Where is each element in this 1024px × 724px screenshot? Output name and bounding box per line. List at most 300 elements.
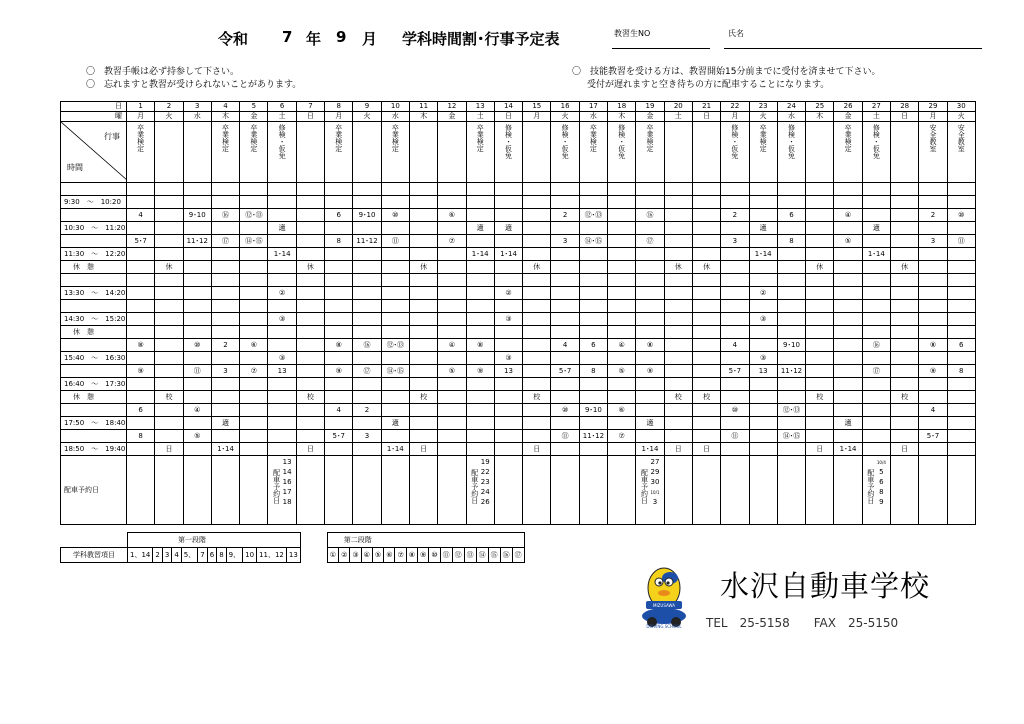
dispatch-cell bbox=[834, 456, 862, 525]
schedule-cell bbox=[268, 196, 296, 209]
closed-day-mark: 休 bbox=[891, 261, 919, 274]
schedule-cell bbox=[523, 404, 551, 417]
schedule-row bbox=[61, 287, 976, 300]
schedule-cell bbox=[579, 300, 607, 313]
dispatch-dates bbox=[283, 458, 292, 507]
schedule-cell bbox=[692, 235, 720, 248]
schedule-cell bbox=[947, 222, 975, 235]
student-no-field[interactable] bbox=[612, 48, 710, 49]
schedule-cell bbox=[268, 391, 296, 404]
schedule-cell bbox=[664, 404, 692, 417]
schedule-cell bbox=[862, 443, 890, 456]
schedule-cell bbox=[127, 248, 155, 261]
schedule-cell bbox=[636, 326, 664, 339]
schedule-cell: 11･12 bbox=[183, 235, 211, 248]
schedule-cell bbox=[325, 222, 353, 235]
schedule-cell: ⑨ bbox=[466, 365, 494, 378]
second-stage-label: 第二段階 bbox=[327, 533, 524, 548]
schedule-cell bbox=[806, 300, 834, 313]
schedule-cell bbox=[296, 326, 324, 339]
time-sub-label bbox=[61, 430, 127, 443]
schedule-cell bbox=[353, 287, 381, 300]
schedule-row bbox=[61, 235, 976, 248]
schedule-cell bbox=[862, 404, 890, 417]
schedule-cell bbox=[325, 352, 353, 365]
schedule-cell bbox=[466, 287, 494, 300]
event-cell bbox=[636, 122, 664, 183]
dispatch-cell bbox=[466, 456, 494, 525]
schedule-cell: 3 bbox=[721, 235, 749, 248]
schedule-cell bbox=[947, 196, 975, 209]
schedule-cell: ④ bbox=[608, 339, 636, 352]
schedule-cell: 9･10 bbox=[353, 209, 381, 222]
dispatch-date: 24 bbox=[480, 488, 490, 496]
schedule-cell bbox=[919, 417, 947, 430]
schedule-cell bbox=[777, 326, 805, 339]
schedule-cell bbox=[268, 326, 296, 339]
schedule-cell bbox=[409, 209, 437, 222]
dispatch-date: 9 bbox=[879, 498, 884, 506]
schedule-cell bbox=[240, 352, 268, 365]
schedule-cell bbox=[523, 430, 551, 443]
schedule-cell: ⑫･⑬ bbox=[240, 209, 268, 222]
schedule-row bbox=[61, 222, 976, 235]
schedule-cell bbox=[862, 352, 890, 365]
schedule-cell: ③ bbox=[268, 313, 296, 326]
schedule-cell bbox=[806, 378, 834, 391]
event-text: 卒業検定 bbox=[759, 124, 768, 152]
schedule-cell bbox=[664, 196, 692, 209]
schedule-cell: 3 bbox=[353, 430, 381, 443]
schedule-cell bbox=[664, 287, 692, 300]
schedule-cell: ⑨ bbox=[127, 365, 155, 378]
schedule-cell bbox=[155, 235, 183, 248]
schedule-cell bbox=[692, 404, 720, 417]
schedule-cell bbox=[806, 287, 834, 300]
schedule-cell: 6 bbox=[777, 209, 805, 222]
dispatch-cell bbox=[579, 456, 607, 525]
day-cell: 18 bbox=[608, 102, 636, 112]
schedule-cell bbox=[240, 274, 268, 287]
schedule-cell: ⑪ bbox=[721, 430, 749, 443]
weekday-cell: 土 bbox=[664, 112, 692, 122]
schedule-cell bbox=[749, 378, 777, 391]
schedule-row bbox=[61, 248, 976, 261]
stage-items-table bbox=[60, 532, 525, 563]
schedule-cell bbox=[466, 274, 494, 287]
schedule-cell: 適 bbox=[749, 222, 777, 235]
first-stage-item: 3 bbox=[162, 548, 171, 563]
schedule-cell: ⑰ bbox=[353, 365, 381, 378]
schedule-cell bbox=[947, 274, 975, 287]
schedule-cell: ⑧ bbox=[919, 339, 947, 352]
schedule-cell bbox=[494, 391, 522, 404]
weekday-cell: 木 bbox=[806, 112, 834, 122]
schedule-cell bbox=[296, 222, 324, 235]
schedule-cell bbox=[777, 313, 805, 326]
event-cell bbox=[749, 122, 777, 183]
schedule-cell bbox=[523, 417, 551, 430]
dispatch-cell bbox=[353, 456, 381, 525]
time-sub-label bbox=[61, 274, 127, 287]
schedule-cell bbox=[834, 339, 862, 352]
schedule-cell bbox=[777, 378, 805, 391]
schedule-cell bbox=[579, 391, 607, 404]
schedule-row bbox=[61, 313, 976, 326]
schedule-cell bbox=[466, 430, 494, 443]
weekday-cell: 金 bbox=[834, 112, 862, 122]
schedule-cell bbox=[494, 183, 522, 196]
schedule-cell bbox=[381, 248, 409, 261]
schedule-cell bbox=[523, 196, 551, 209]
schedule-cell bbox=[268, 235, 296, 248]
weekday-cell: 木 bbox=[409, 112, 437, 122]
schedule-cell bbox=[127, 261, 155, 274]
schedule-cell bbox=[127, 443, 155, 456]
schedule-cell bbox=[636, 391, 664, 404]
event-cell bbox=[608, 122, 636, 183]
schedule-cell bbox=[664, 378, 692, 391]
event-label: 行事 bbox=[104, 132, 120, 141]
schedule-cell: 8 bbox=[777, 235, 805, 248]
schedule-cell bbox=[664, 417, 692, 430]
schedule-cell bbox=[268, 417, 296, 430]
day-cell: 13 bbox=[466, 102, 494, 112]
schedule-cell bbox=[325, 313, 353, 326]
schedule-cell bbox=[579, 196, 607, 209]
schedule-cell bbox=[127, 352, 155, 365]
schedule-cell bbox=[268, 430, 296, 443]
schedule-cell: ⑤ bbox=[834, 235, 862, 248]
schedule-cell bbox=[919, 183, 947, 196]
schedule-cell bbox=[636, 352, 664, 365]
schedule-cell bbox=[608, 352, 636, 365]
closed-day-mark: 日 bbox=[409, 443, 437, 456]
schedule-cell bbox=[466, 261, 494, 274]
schedule-cell bbox=[947, 404, 975, 417]
closed-day-mark: 日 bbox=[806, 443, 834, 456]
schedule-row bbox=[61, 300, 976, 313]
schedule-cell bbox=[862, 196, 890, 209]
schedule-cell bbox=[296, 365, 324, 378]
closed-day-mark: 日 bbox=[523, 443, 551, 456]
closed-day-mark: 校 bbox=[409, 391, 437, 404]
schedule-cell: 11･12 bbox=[579, 430, 607, 443]
schedule-cell bbox=[692, 378, 720, 391]
schedule-cell bbox=[155, 326, 183, 339]
schedule-cell: 9･10 bbox=[183, 209, 211, 222]
schedule-cell bbox=[692, 300, 720, 313]
schedule-cell bbox=[494, 274, 522, 287]
schedule-cell bbox=[919, 287, 947, 300]
schedule-cell bbox=[919, 300, 947, 313]
second-stage-item: ⑭ bbox=[476, 548, 488, 563]
schedule-cell bbox=[296, 404, 324, 417]
event-cell bbox=[268, 122, 296, 183]
schedule-cell: ⑭･⑮ bbox=[579, 235, 607, 248]
schedule-cell bbox=[947, 352, 975, 365]
schedule-cell bbox=[183, 391, 211, 404]
schedule-row bbox=[61, 339, 976, 352]
schedule-cell bbox=[551, 313, 579, 326]
schedule-cell bbox=[325, 326, 353, 339]
schedule-cell bbox=[551, 261, 579, 274]
dispatch-dates bbox=[651, 458, 660, 507]
schedule-cell bbox=[862, 391, 890, 404]
schedule-cell bbox=[551, 326, 579, 339]
dispatch-date: 23 bbox=[480, 478, 490, 486]
schedule-cell: 5･7 bbox=[127, 235, 155, 248]
schedule-cell bbox=[127, 274, 155, 287]
schedule-cell bbox=[721, 443, 749, 456]
schedule-cell bbox=[806, 209, 834, 222]
schedule-cell bbox=[721, 196, 749, 209]
rest-label: 休 憩 bbox=[61, 261, 127, 274]
schedule-cell bbox=[692, 352, 720, 365]
time-slot-label: 13:30 ～ 14:20 bbox=[61, 287, 127, 300]
schedule-cell bbox=[325, 378, 353, 391]
schedule-cell bbox=[127, 313, 155, 326]
schedule-cell bbox=[523, 222, 551, 235]
closed-day-mark: 日 bbox=[296, 443, 324, 456]
schedule-cell bbox=[834, 300, 862, 313]
weekday-cell: 火 bbox=[353, 112, 381, 122]
schedule-cell bbox=[721, 248, 749, 261]
schedule-cell bbox=[155, 352, 183, 365]
weekday-cell: 日 bbox=[891, 112, 919, 122]
schedule-cell bbox=[834, 378, 862, 391]
schedule-cell bbox=[806, 235, 834, 248]
schedule-cell: 1･14 bbox=[466, 248, 494, 261]
schedule-cell bbox=[608, 235, 636, 248]
schedule-cell bbox=[296, 352, 324, 365]
day-cell: 21 bbox=[692, 102, 720, 112]
year: 7 bbox=[282, 28, 293, 46]
closed-day-mark: 休 bbox=[296, 261, 324, 274]
schedule-cell bbox=[409, 313, 437, 326]
name-label: 氏名 bbox=[728, 29, 744, 38]
event-cell bbox=[664, 122, 692, 183]
schedule-cell bbox=[268, 443, 296, 456]
schedule-cell bbox=[211, 274, 239, 287]
schedule-cell bbox=[127, 417, 155, 430]
day-cell: 28 bbox=[891, 102, 919, 112]
schedule-cell: 適 bbox=[636, 417, 664, 430]
schedule-cell: 8 bbox=[127, 430, 155, 443]
schedule-cell bbox=[381, 196, 409, 209]
weekday-cell: 土 bbox=[466, 112, 494, 122]
schedule-cell bbox=[296, 417, 324, 430]
schedule-cell bbox=[608, 248, 636, 261]
schedule-cell bbox=[268, 209, 296, 222]
first-stage-label: 第一段階 bbox=[128, 533, 301, 548]
schedule-cell bbox=[127, 391, 155, 404]
schedule-cell bbox=[579, 287, 607, 300]
event-cell bbox=[834, 122, 862, 183]
day-cell: 15 bbox=[523, 102, 551, 112]
schedule-cell bbox=[240, 300, 268, 313]
schedule-cell bbox=[806, 404, 834, 417]
schedule-cell bbox=[862, 274, 890, 287]
schedule-cell bbox=[692, 196, 720, 209]
schedule-cell bbox=[183, 378, 211, 391]
schedule-cell bbox=[325, 287, 353, 300]
schedule-cell bbox=[438, 261, 466, 274]
schedule-cell bbox=[240, 430, 268, 443]
schedule-row bbox=[61, 378, 976, 391]
schedule-cell bbox=[891, 274, 919, 287]
day-cell: 20 bbox=[664, 102, 692, 112]
closed-day-mark: 休 bbox=[409, 261, 437, 274]
schedule-cell bbox=[183, 352, 211, 365]
dispatch-cell bbox=[891, 456, 919, 525]
schedule-cell bbox=[721, 261, 749, 274]
schedule-cell bbox=[211, 300, 239, 313]
schedule-cell bbox=[947, 443, 975, 456]
first-stage-item: 11、12 bbox=[257, 548, 287, 563]
day-cell: 2 bbox=[155, 102, 183, 112]
weekday-cell: 日 bbox=[494, 112, 522, 122]
schedule-cell bbox=[721, 222, 749, 235]
schedule-cell bbox=[296, 313, 324, 326]
schedule-cell bbox=[834, 183, 862, 196]
time-sub-label bbox=[61, 339, 127, 352]
schedule-cell bbox=[608, 417, 636, 430]
schedule-cell bbox=[891, 222, 919, 235]
weekday-cell: 土 bbox=[862, 112, 890, 122]
schedule-cell: ⑪ bbox=[381, 235, 409, 248]
schedule-cell bbox=[466, 326, 494, 339]
schedule-cell bbox=[183, 326, 211, 339]
schedule-cell bbox=[551, 391, 579, 404]
schedule-cell bbox=[692, 313, 720, 326]
time-sub-label bbox=[61, 300, 127, 313]
event-text: 安全教室 bbox=[957, 124, 966, 152]
second-stage-item: ⑮ bbox=[488, 548, 500, 563]
schedule-cell bbox=[211, 248, 239, 261]
schedule-cell bbox=[494, 417, 522, 430]
schedule-row bbox=[61, 391, 976, 404]
dispatch-cell bbox=[919, 456, 947, 525]
schedule-cell bbox=[891, 209, 919, 222]
schedule-cell bbox=[777, 287, 805, 300]
schedule-cell bbox=[834, 287, 862, 300]
schedule-cell bbox=[211, 430, 239, 443]
schedule-cell bbox=[891, 248, 919, 261]
schedule-cell: ③ bbox=[268, 352, 296, 365]
dispatch-cell bbox=[296, 456, 324, 525]
event-text: 修検・仮免 bbox=[730, 124, 739, 159]
schedule-cell bbox=[523, 365, 551, 378]
second-stage-item: ⑦ bbox=[395, 548, 406, 563]
schedule-cell bbox=[409, 274, 437, 287]
schedule-cell bbox=[834, 274, 862, 287]
schedule-cell bbox=[240, 326, 268, 339]
schedule-cell: ⑥ bbox=[438, 209, 466, 222]
schedule-cell bbox=[211, 261, 239, 274]
name-field[interactable] bbox=[724, 48, 982, 49]
schedule-cell: ⑯ bbox=[211, 209, 239, 222]
schedule-cell bbox=[692, 365, 720, 378]
weekday-cell: 月 bbox=[919, 112, 947, 122]
second-stage-item: ③ bbox=[350, 548, 361, 563]
schedule-cell bbox=[749, 300, 777, 313]
schedule-cell bbox=[579, 352, 607, 365]
schedule-cell: 5･7 bbox=[551, 365, 579, 378]
day-cell: 8 bbox=[325, 102, 353, 112]
schedule-cell bbox=[438, 183, 466, 196]
schedule-cell bbox=[353, 274, 381, 287]
schedule-cell bbox=[240, 404, 268, 417]
mascot-sub: DRIVING SCHOOL bbox=[646, 624, 682, 629]
schedule-cell: ⑭･⑮ bbox=[381, 365, 409, 378]
schedule-cell bbox=[579, 417, 607, 430]
schedule-cell bbox=[579, 274, 607, 287]
event-text: 修検・仮免 bbox=[278, 124, 287, 159]
schedule-cell bbox=[721, 183, 749, 196]
schedule-row bbox=[61, 209, 976, 222]
closed-day-mark: 校 bbox=[523, 391, 551, 404]
weekday-cell: 水 bbox=[183, 112, 211, 122]
schedule-cell bbox=[551, 222, 579, 235]
schedule-cell: 3 bbox=[919, 235, 947, 248]
schedule-cell bbox=[947, 391, 975, 404]
schedule-cell bbox=[806, 196, 834, 209]
time-slot-label: 11:30 ～ 12:20 bbox=[61, 248, 127, 261]
schedule-table bbox=[60, 101, 976, 525]
dispatch-date: 8 bbox=[879, 488, 884, 496]
schedule-cell bbox=[692, 209, 720, 222]
schedule-cell bbox=[353, 378, 381, 391]
schedule-cell bbox=[749, 326, 777, 339]
schedule-cell bbox=[325, 196, 353, 209]
schedule-cell bbox=[579, 248, 607, 261]
event-cell bbox=[127, 122, 155, 183]
schedule-cell bbox=[438, 391, 466, 404]
schedule-cell bbox=[523, 209, 551, 222]
schedule-cell bbox=[353, 222, 381, 235]
schedule-cell bbox=[692, 274, 720, 287]
schedule-cell bbox=[806, 352, 834, 365]
schedule-cell bbox=[862, 326, 890, 339]
schedule-cell bbox=[409, 417, 437, 430]
dispatch-label: 配車予約日 bbox=[61, 456, 127, 525]
dispatch-date: 29 bbox=[650, 468, 660, 476]
schedule-cell bbox=[721, 300, 749, 313]
closed-day-mark: 休 bbox=[664, 261, 692, 274]
schedule-cell bbox=[721, 313, 749, 326]
schedule-cell bbox=[466, 183, 494, 196]
dispatch-cell bbox=[409, 456, 437, 525]
closed-day-mark: 日 bbox=[692, 443, 720, 456]
schedule-cell: ⑤ bbox=[438, 365, 466, 378]
schedule-cell bbox=[438, 404, 466, 417]
weekday-cell: 月 bbox=[325, 112, 353, 122]
closed-day-mark: 休 bbox=[692, 261, 720, 274]
schedule-cell bbox=[523, 183, 551, 196]
schedule-cell bbox=[692, 326, 720, 339]
schedule-cell bbox=[919, 352, 947, 365]
schedule-cell bbox=[466, 196, 494, 209]
stage-row-label: 学科教習項目 bbox=[61, 548, 128, 563]
era: 令和 bbox=[218, 30, 249, 48]
schedule-cell: ⑩ bbox=[947, 209, 975, 222]
weekday-cell: 金 bbox=[438, 112, 466, 122]
schedule-row bbox=[61, 417, 976, 430]
schedule-cell bbox=[919, 443, 947, 456]
schedule-cell: 適 bbox=[834, 417, 862, 430]
schedule-cell: 4 bbox=[919, 404, 947, 417]
